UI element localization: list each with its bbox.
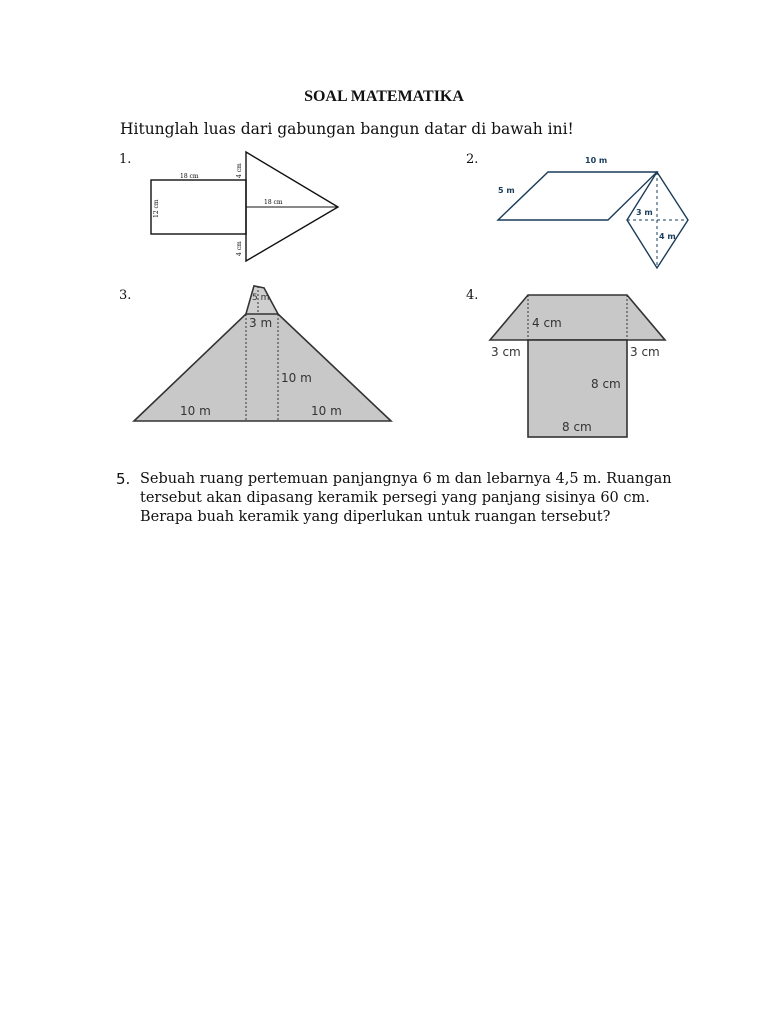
p3-label-right: 10 m [311, 404, 342, 418]
problem-3-figure [128, 282, 398, 426]
problem-4-number: 4. [466, 288, 479, 303]
p1-label-middle: 18 cm [264, 199, 283, 206]
p4-label-left: 3 cm [491, 345, 521, 359]
p4-label-top: 4 cm [532, 316, 562, 330]
p1-label-upper: 4 cm [236, 163, 243, 178]
p2-label-side: 5 m [498, 186, 515, 195]
p2-label-top: 10 m [585, 156, 608, 165]
problem-2-number: 2. [466, 152, 479, 167]
p4-label-right: 3 cm [630, 345, 660, 359]
problem-1-figure [140, 148, 350, 268]
p3-label-peak: 5 m [252, 293, 270, 303]
p3-label-height: 10 m [281, 371, 312, 385]
p4-label-bottom: 8 cm [562, 420, 592, 434]
problem-2-figure [490, 150, 700, 272]
problem-4-figure [488, 292, 673, 440]
p1-label-left: 12 cm [153, 199, 160, 218]
p1-label-top: 18 cm [180, 173, 199, 180]
p1-label-lower: 4 cm [236, 241, 243, 256]
p3-label-left: 10 m [180, 404, 211, 418]
problem-3-number: 3. [119, 288, 132, 303]
p4-label-height: 8 cm [591, 377, 621, 391]
problem-1-number: 1. [119, 152, 132, 167]
instruction-text: Hitunglah luas dari gabungan bangun datar di bawah ini! [120, 120, 574, 138]
p2-label-lower: 4 m [659, 232, 676, 241]
p3-label-top: 3 m [249, 316, 273, 330]
question-5 [116, 470, 676, 527]
p2-label-upper: 3 m [636, 208, 653, 217]
question-5-text: Sebuah ruang pertemuan panjangnya 6 m dan lebarnya 4,5 m. Ruangan tersebut akan dipasang keramik persegi yang panjang sisinya 60 cm. Berapa buah keramik yang diperlukan untuk ruangan tersebut? [140, 471, 672, 525]
page-title: SOAL MATEMATIKA [304, 88, 464, 105]
question-5-number: 5. [116, 470, 131, 488]
